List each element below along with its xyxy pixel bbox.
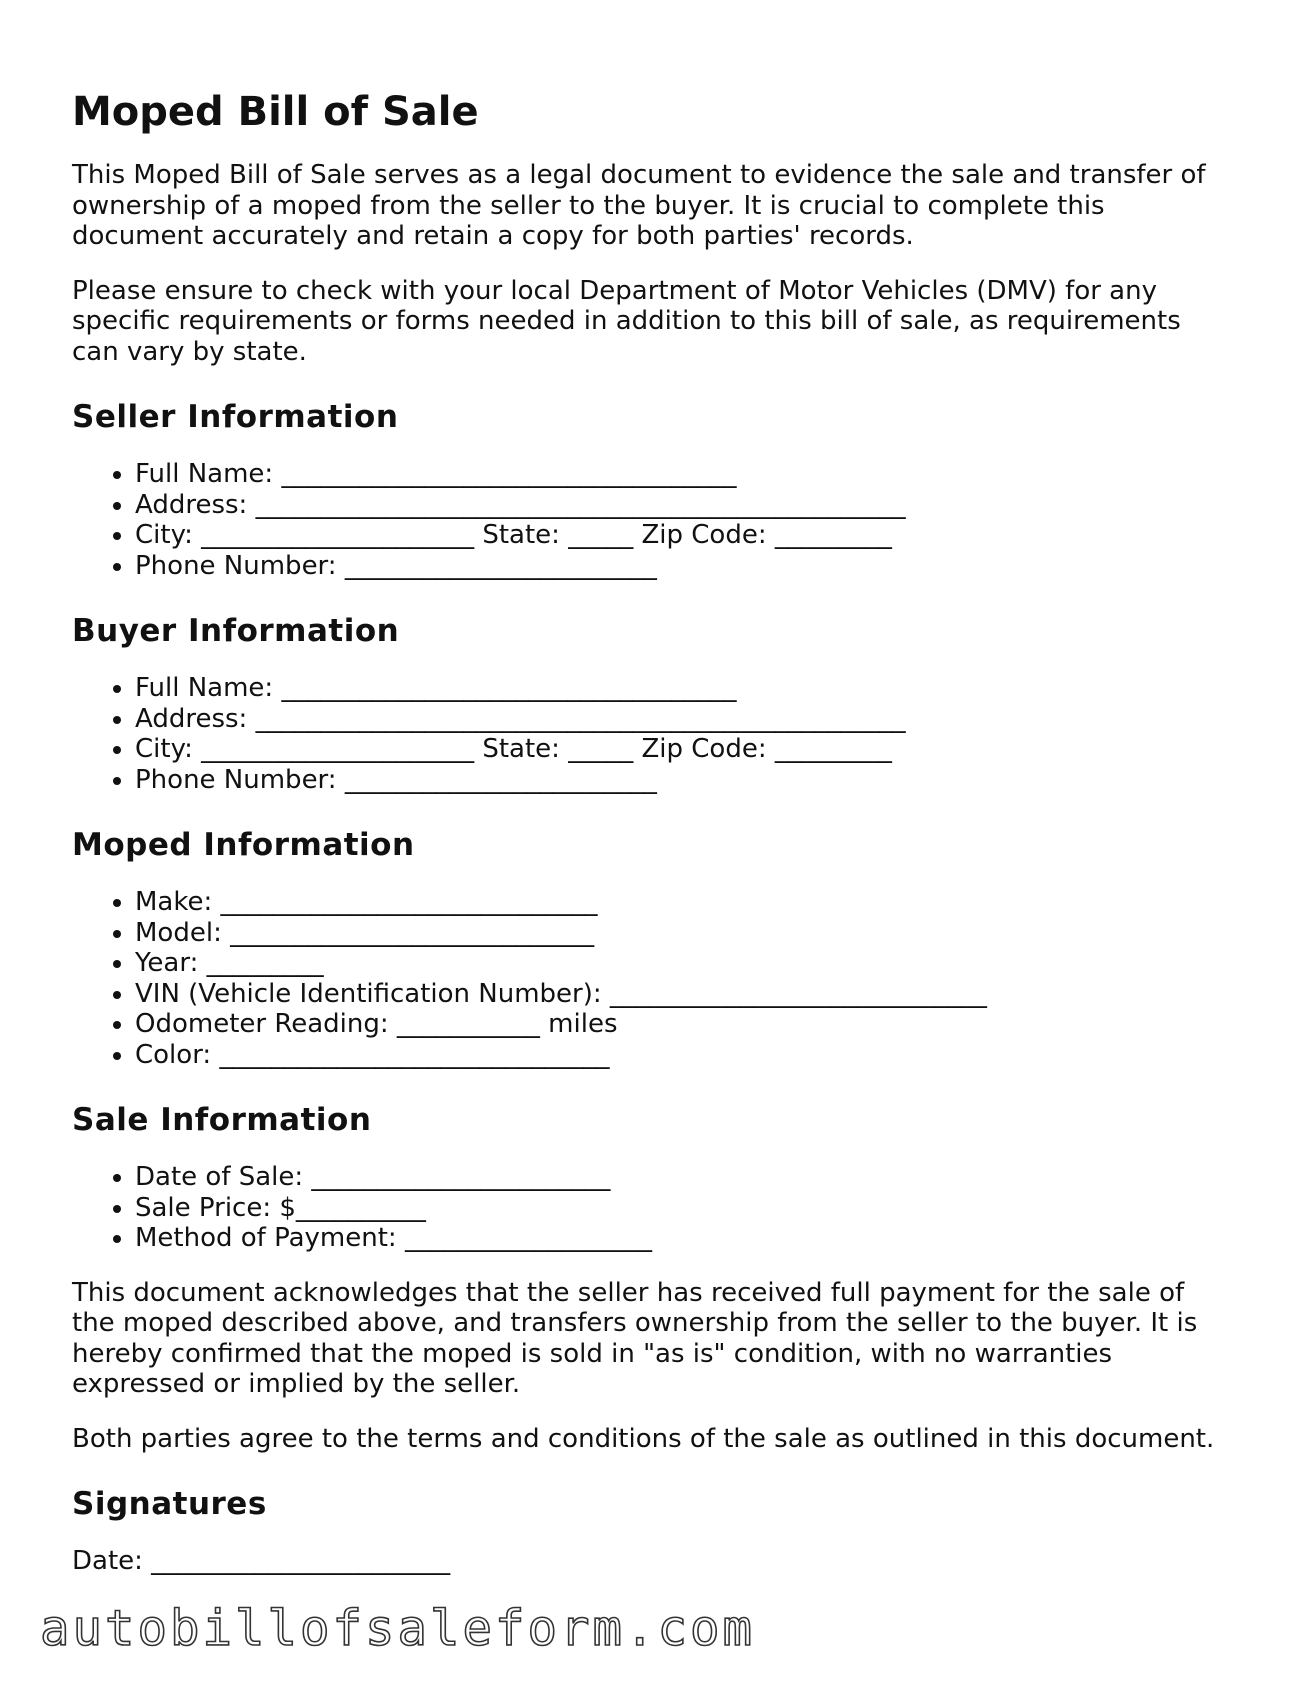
buyer-phone-field: • Phone Number: ________________________ [135, 765, 1232, 796]
buyer-field-list [72, 673, 1232, 795]
signature-date-field: Date: _______________________ [72, 1546, 451, 1576]
site-watermark: autobillofsaleform.com [40, 1600, 756, 1657]
intro-paragraph: Please ensure to check with your local Department of Motor Vehicles (DMV) for any specific requirements or forms needed in addition to this bill of sale, as requirements can vary by state. [72, 275, 1181, 367]
seller-field-list [72, 459, 1232, 581]
moped-model-field: • Model: ____________________________ [135, 918, 1232, 949]
seller-city-state-zip-field: • City: _____________________ State: _____ Zip Code: _________ [135, 520, 1232, 551]
signatures-section-heading: Signatures [72, 1486, 267, 1522]
document-page [72, 88, 1232, 1577]
moped-odometer-field: • Odometer Reading: ___________ miles [135, 1009, 1232, 1040]
moped-make-field: • Make: _____________________________ [135, 887, 1232, 918]
document-title: Moped Bill of Sale [72, 89, 479, 135]
seller-address-field: • Address: __________________________________________________ [135, 490, 1232, 521]
buyer-city-state-zip-field: • City: _____________________ State: _____ Zip Code: _________ [135, 734, 1232, 765]
intro-paragraph: This Moped Bill of Sale serves as a legal document to evidence the sale and transfer of ownership of a moped from the seller to the buyer. It is crucial to complete this document accurately and retain a copy for both parties' records. [72, 160, 1206, 251]
moped-color-field: • Color: ______________________________ [135, 1040, 1232, 1071]
moped-year-field: • Year: _________ [135, 948, 1232, 979]
buyer-full-name-field: • Full Name: ___________________________________ [135, 673, 1232, 704]
sale-section-heading: Sale Information [72, 1102, 372, 1138]
seller-section-heading: Seller Information [72, 399, 399, 435]
seller-full-name-field: • Full Name: ___________________________________ [135, 459, 1232, 490]
payment-method-field: • Method of Payment: ___________________ [135, 1223, 1232, 1254]
agreement-paragraph: Both parties agree to the terms and conditions of the sale as outlined in this document. [72, 1423, 1215, 1454]
sale-field-list [72, 1162, 1232, 1254]
sale-date-field: • Date of Sale: _______________________ [135, 1162, 1232, 1193]
sale-price-field: • Sale Price: $__________ [135, 1193, 1232, 1224]
buyer-section-heading: Buyer Information [72, 613, 400, 649]
buyer-address-field: • Address: __________________________________________________ [135, 704, 1232, 735]
moped-section-heading: Moped Information [72, 827, 415, 863]
moped-field-list [72, 887, 1232, 1070]
moped-vin-field: • VIN (Vehicle Identification Number): _____________________________ [135, 979, 1232, 1010]
acknowledgement-paragraph: This document acknowledges that the seller has received full payment for the sale of the moped described above, and transfers ownership from the seller to the buyer. It is hereby confirmed that the moped is sold in "as is" condition, with no warranties expressed or implied by the seller. [72, 1277, 1198, 1399]
seller-phone-field: • Phone Number: ________________________ [135, 551, 1232, 582]
